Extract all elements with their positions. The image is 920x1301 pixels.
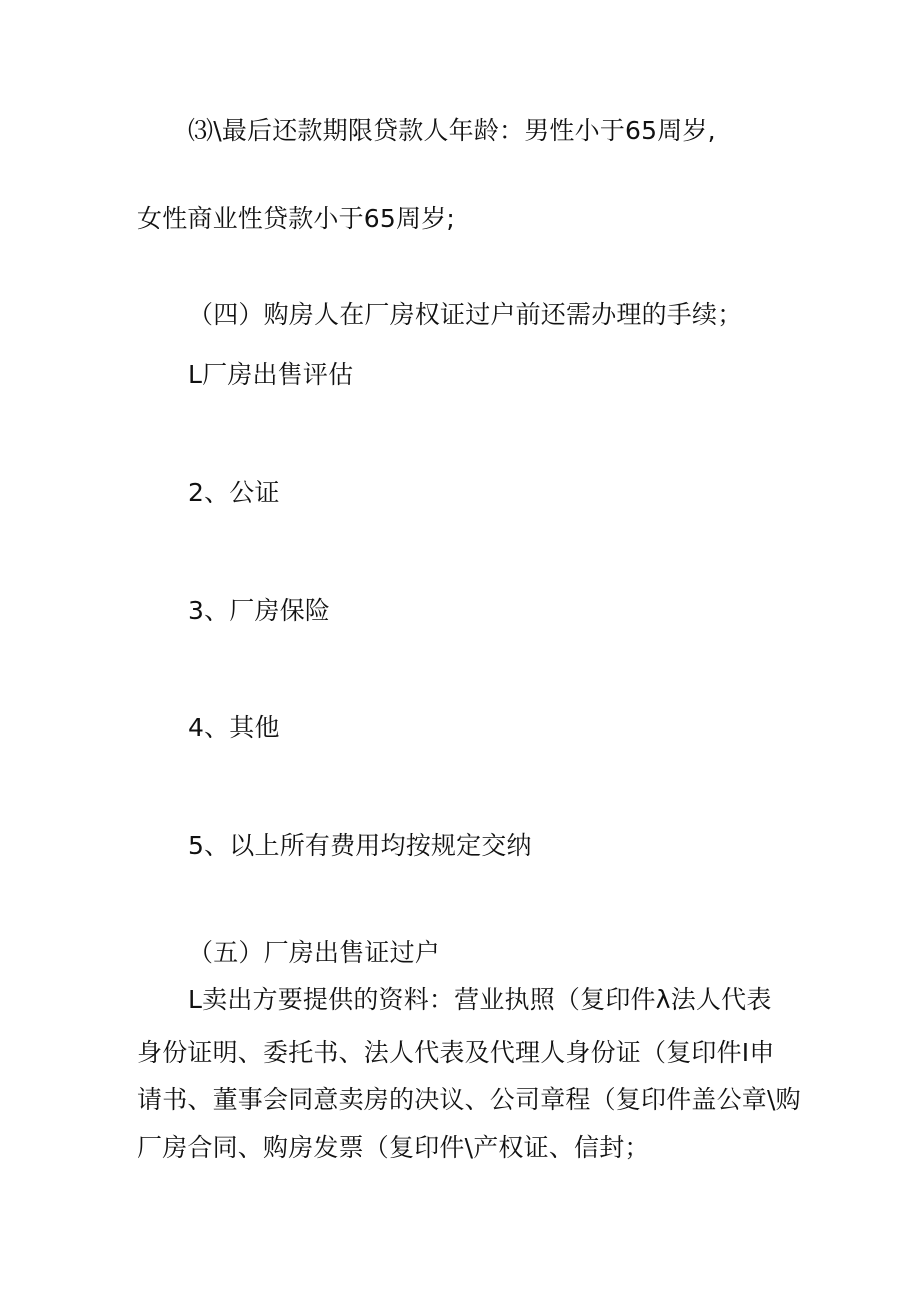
text-line-female-age-limit: 女性商业性贷款小于65周岁; <box>137 204 456 233</box>
list-item-other: 4、其他 <box>188 713 280 742</box>
list-item-notarization: 2、公证 <box>188 478 280 507</box>
section-heading-procedures: （四）购房人在厂房权证过户前还需办理的手续； <box>188 300 743 329</box>
text-line-repayment-age-limit: ⑶\最后还款期限贷款人年龄：男性小于65周岁, <box>188 116 716 145</box>
paragraph-line-seller-docs-3: 请书、董事会同意卖房的决议、公司章程（复印件盖公章\购 <box>137 1085 801 1114</box>
list-item-insurance: 3、厂房保险 <box>188 596 331 625</box>
list-item-fees: 5、以上所有费用均按规定交纳 <box>188 831 532 860</box>
list-item-appraisal: L厂房出售评估 <box>188 360 354 389</box>
paragraph-line-seller-docs-4: 厂房合同、购房发票（复印件\产权证、信封； <box>137 1133 650 1162</box>
paragraph-line-seller-docs-2: 身份证明、委托书、法人代表及代理人身份证（复印件I申 <box>137 1038 775 1067</box>
paragraph-line-seller-docs-1: L卖出方要提供的资料：营业执照（复印件λ法人代表 <box>188 985 772 1014</box>
section-heading-transfer: （五）厂房出售证过户 <box>188 938 441 967</box>
